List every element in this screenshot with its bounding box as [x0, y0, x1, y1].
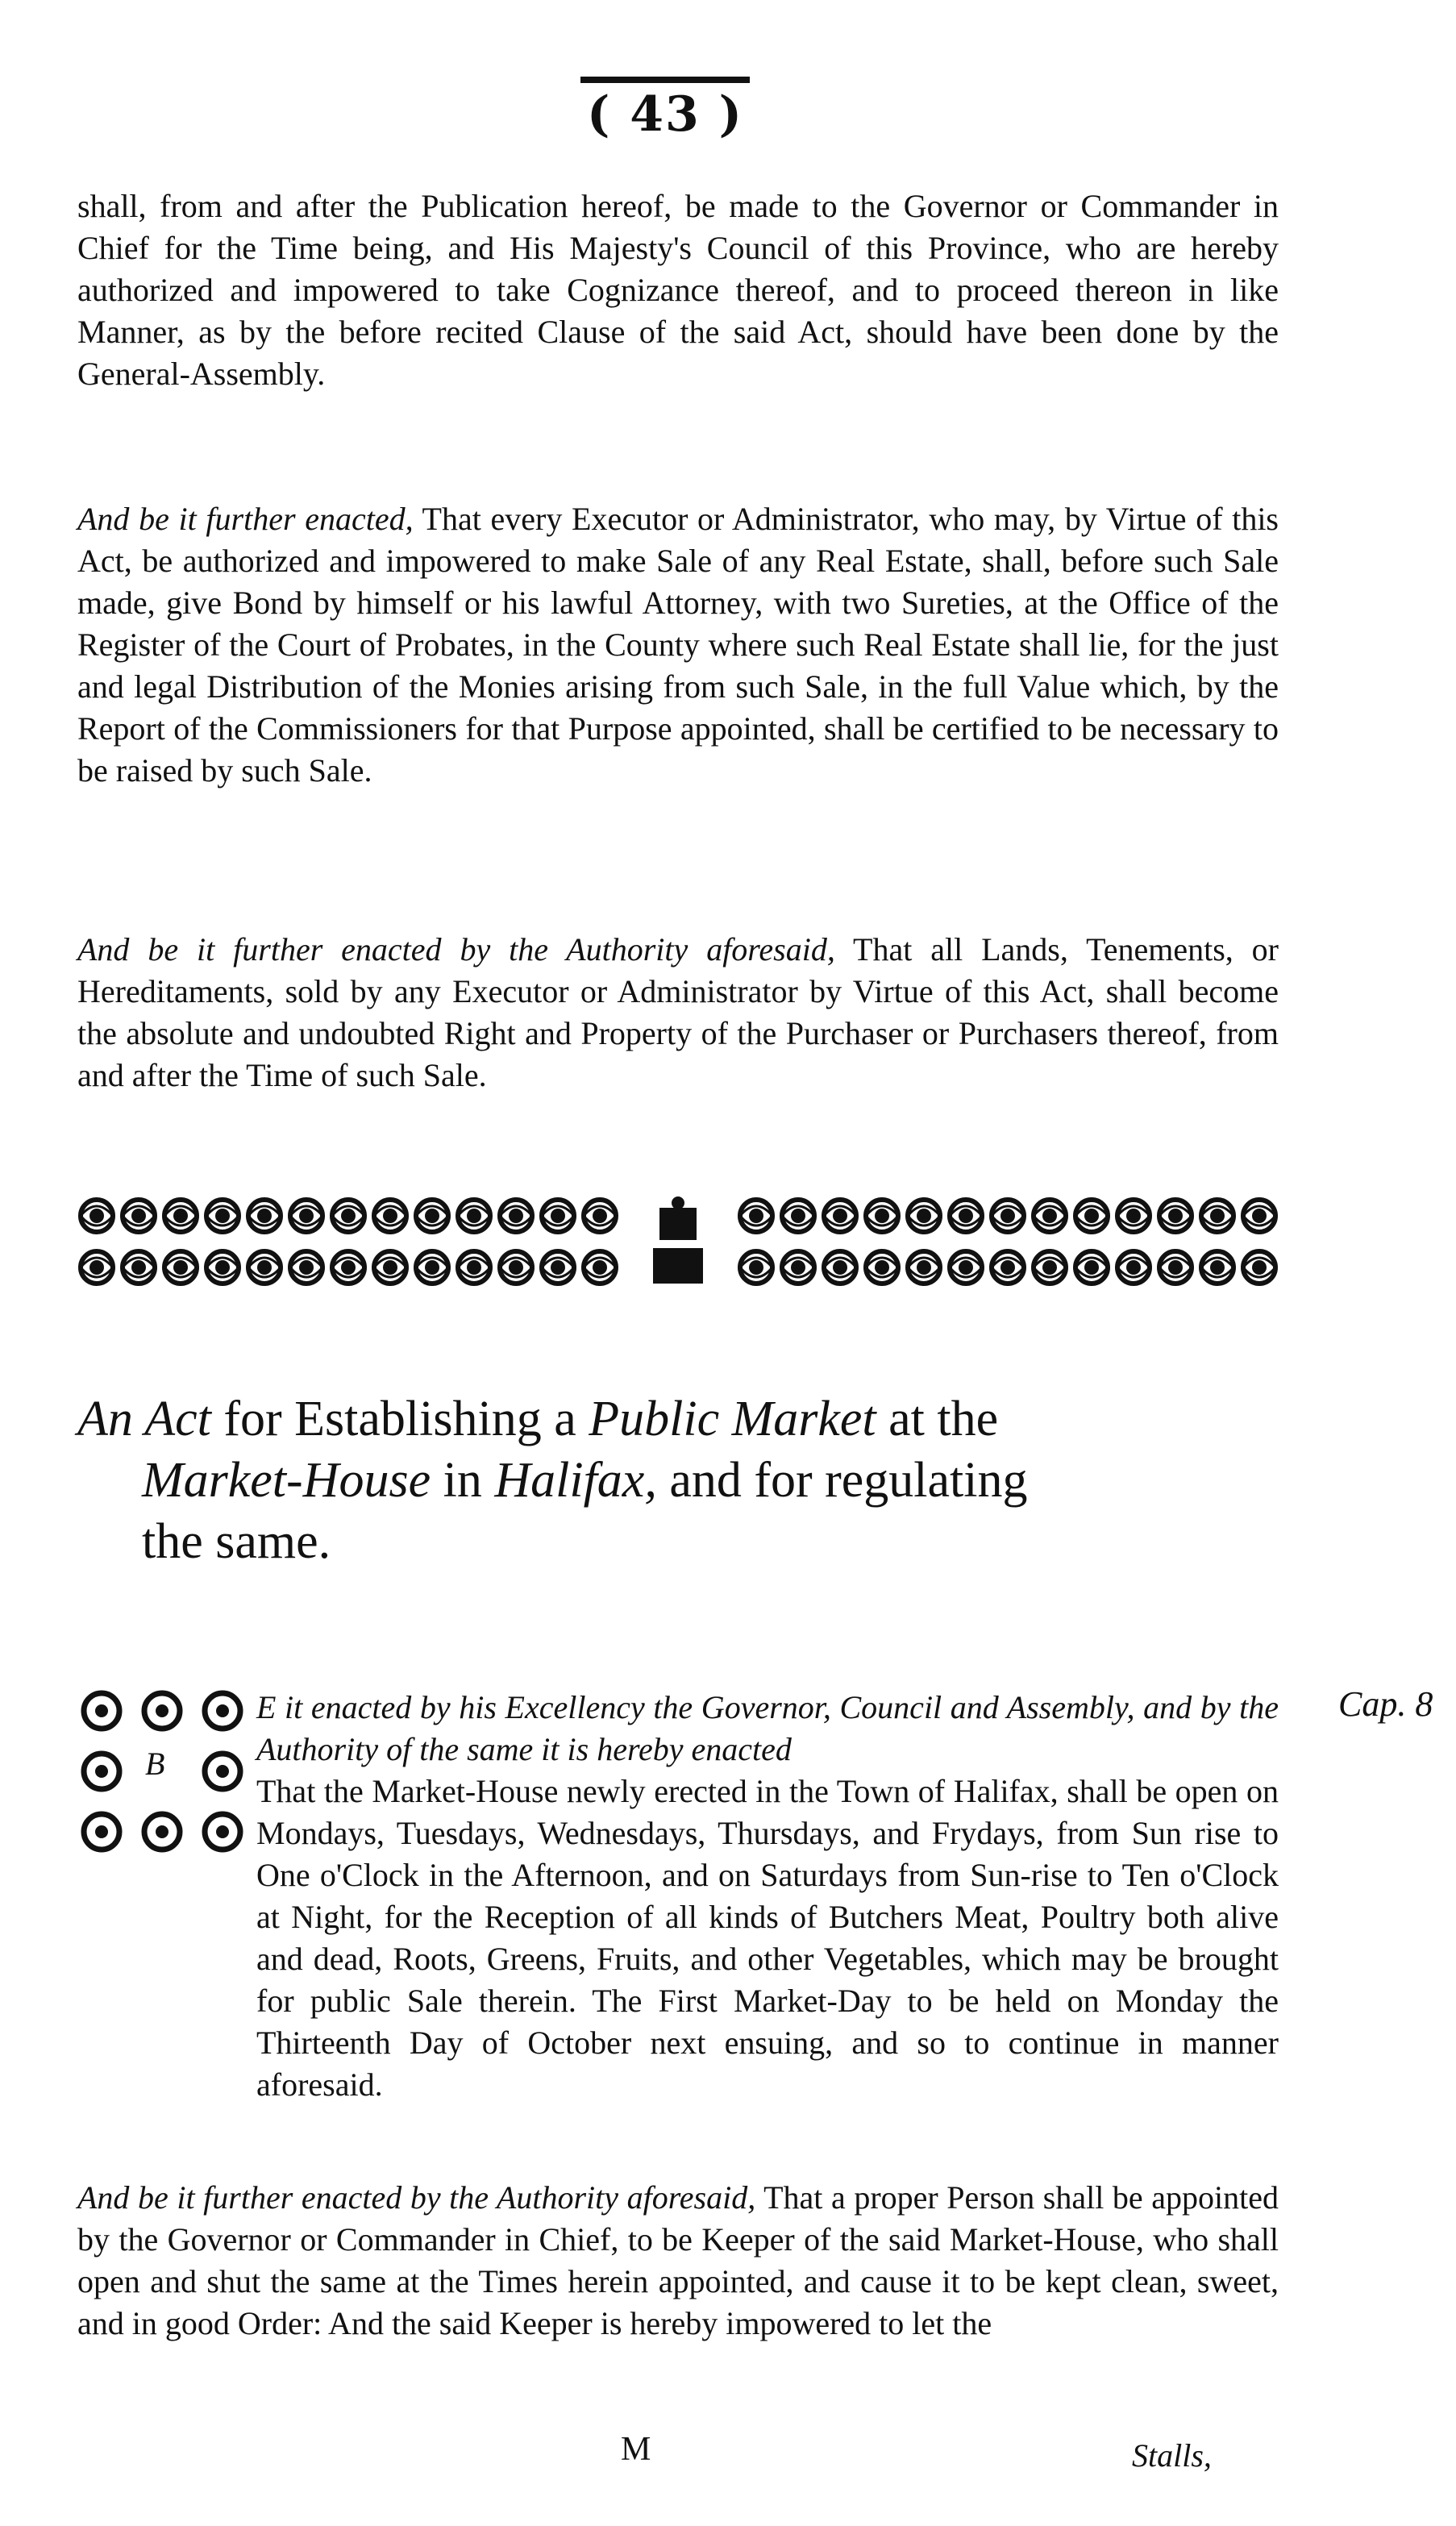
paragraph-2-lead: And be it further enacted,	[77, 501, 414, 537]
title-part-4: at the	[876, 1392, 999, 1446]
title-part-6: in	[431, 1453, 495, 1508]
initial-letter: B	[140, 1745, 169, 1783]
paragraph-2-text: That every Executor or Administrator, who may, by Virtue of this Act, be authorized and impowered to make Sale of any Real Estate, shall, before such Sale made, give Bond by himself or his lawful Attorney, with two Sureties, at the Office of the Register of the Court of Probates, in the County where such Real Estate shall lie, for the just and legal Distribution of the Monies arising from such Sale, in the full Value which, by the Report of the Commissioners for that Purpose appointed, shall be certified to be necessary to be raised by such Sale.	[77, 501, 1279, 789]
paragraph-1	[77, 185, 1279, 395]
paragraph-4-text: That the Market-House newly erected in the Town of Halifax, shall be open on Mondays, Tuesdays, Wednesdays, Thursdays, and Frydays, from Sun rise to One o'Clock in the Afternoon, and on Saturdays from Sun-rise to Ten o'Clock at Night, for the Reception of all kinds of Butchers Meat, Poultry both alive and dead, Roots, Greens, Fruits, and other Vegetables, which may be brought for public Sale therein. The First Market-Day to be held on Monday the Thirteenth Day of October next ensuing, and so to continue in manner aforesaid.	[256, 1773, 1279, 2103]
paragraph-3-lead: And be it further enacted by the Authority aforesaid,	[77, 931, 835, 968]
title-line-3: the same.	[142, 1514, 331, 1569]
ornamental-headpiece	[77, 1192, 1279, 1296]
page-number: ( 43 )	[580, 77, 750, 143]
paragraph-4-opening: E it enacted by his Excellency the Governor, Council and Assembly, and by the Authority of the same it is hereby enacted	[256, 1689, 1279, 1767]
ornament-crown	[653, 1196, 703, 1284]
paragraph-5	[77, 2177, 1279, 2345]
paragraph-5-lead: And be it further enacted by the Authority aforesaid,	[77, 2179, 756, 2216]
paragraph-4	[77, 1687, 1279, 2106]
paragraph-1-text: shall, from and after the Publication hereof, be made to the Governor or Commander in Chief for the Time being, and His Majesty's Council of this Province, who are hereby authorized and impowered to take Cognizance thereof, and to proceed thereon in like Manner, as by the before recited Clause of the said Act, should have been done by the General-Assembly.	[77, 188, 1279, 392]
paragraph-3	[77, 929, 1279, 1097]
ornament-right-row-1	[740, 1200, 1275, 1232]
margin-note: Cap. 8	[1338, 1684, 1433, 1724]
ornament-left-row-2	[81, 1251, 616, 1284]
ornament-right-row-2	[740, 1251, 1275, 1284]
paragraph-2	[77, 498, 1279, 792]
title-part-7: Halifax,	[494, 1453, 657, 1508]
ornament-left-row-1	[81, 1200, 616, 1232]
title-part-5: Market-House	[142, 1453, 431, 1508]
title-part-2: for Establishing a	[210, 1392, 589, 1446]
catchword: Stalls,	[1132, 2437, 1212, 2474]
act-title	[77, 1388, 1287, 1572]
paragraph-5-text: That a proper Person shall be appointed by the Governor or Commander in Chief, to be Keeper of the said Market-House, who shall open and shut the same at the Times herein appointed, and cause it to be kept clean, sweet, and in good Order: And the said Keeper is hereby impowered to let the	[77, 2179, 1279, 2341]
title-part-3: Public Market	[589, 1392, 876, 1446]
paragraph-3-text: That all Lands, Tenements, or Hereditaments, sold by any Executor or Administrator by Virtue of this Act, shall become the absolute and undoubted Right and Property of the Purchaser or Purchasers thereof, from and after the Time of such Sale.	[77, 931, 1279, 1093]
title-line-2	[77, 1450, 1287, 1511]
signature-mark: M	[621, 2431, 651, 2468]
title-part-1: An Act	[77, 1392, 211, 1446]
title-part-8: and for regulating	[656, 1453, 1028, 1508]
